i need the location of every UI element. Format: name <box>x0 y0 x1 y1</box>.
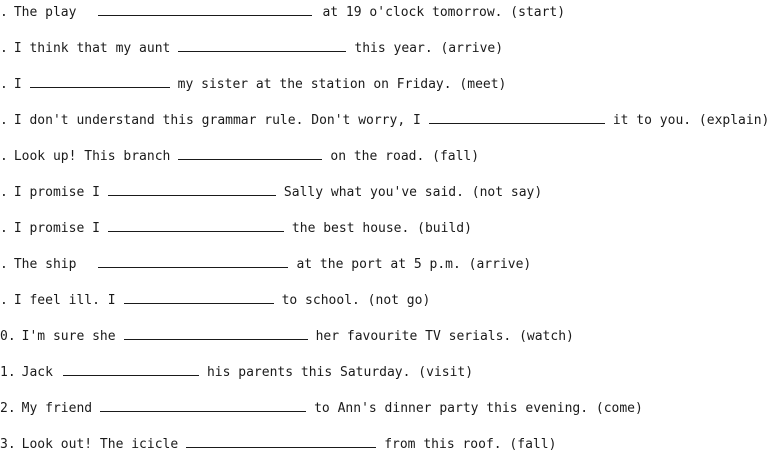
exercise-item-12 <box>0 399 643 417</box>
exercise-item-3 <box>0 75 506 93</box>
exercise-item-8 <box>0 255 531 273</box>
exercise-item-5 <box>0 147 479 165</box>
item-text-after: this year. (arrive) <box>354 41 504 56</box>
item-text-after: it to you. (explain) <box>612 113 770 128</box>
exercise-item-4 <box>0 111 769 129</box>
item-number: . <box>0 5 8 20</box>
item-text-before: I promise I <box>13 185 100 200</box>
answer-blank[interactable] <box>178 147 322 160</box>
exercise-item-13 <box>0 435 556 453</box>
item-text-before: I promise I <box>13 221 100 236</box>
answer-blank[interactable] <box>30 75 170 88</box>
item-text-before: I <box>13 77 22 92</box>
exercise-item-7 <box>0 219 472 237</box>
item-text-after: Sally what you've said. (not say) <box>283 185 543 200</box>
item-number: . <box>0 293 8 308</box>
item-number: . <box>0 41 8 56</box>
answer-blank[interactable] <box>98 255 288 268</box>
item-number: . <box>0 185 8 200</box>
answer-blank[interactable] <box>98 3 312 16</box>
item-text-after: from this roof. (fall) <box>384 437 557 452</box>
item-text-before: Look up! This branch <box>13 149 171 164</box>
exercise-item-9 <box>0 291 430 309</box>
exercise-item-10 <box>0 327 574 345</box>
item-text-after: at the port at 5 p.m. (arrive) <box>296 257 532 272</box>
exercise-item-11 <box>0 363 473 381</box>
answer-blank[interactable] <box>429 111 605 124</box>
item-number: . <box>0 113 8 128</box>
item-text-after: to school. (not go) <box>281 293 431 308</box>
item-text-after: his parents this Saturday. (visit) <box>206 365 474 380</box>
item-text-after: on the road. (fall) <box>330 149 480 164</box>
item-number: 2. <box>0 401 16 416</box>
item-text-before: I don't understand this grammar rule. Don't worry, I <box>13 113 421 128</box>
item-text-before: I'm sure she <box>21 329 116 344</box>
item-text-before: The ship <box>13 257 77 272</box>
exercise-item-1 <box>0 3 565 21</box>
item-text-after: to Ann's dinner party this evening. (come) <box>314 401 643 416</box>
item-number: . <box>0 149 8 164</box>
item-text-after: her favourite TV serials. (watch) <box>315 329 574 344</box>
item-number: 0. <box>0 329 16 344</box>
answer-blank[interactable] <box>100 399 306 412</box>
exercise-item-6 <box>0 183 542 201</box>
answer-blank[interactable] <box>178 39 346 52</box>
answer-blank[interactable] <box>186 435 376 448</box>
answer-blank[interactable] <box>124 291 274 304</box>
item-number: . <box>0 77 8 92</box>
item-text-before: My friend <box>21 401 93 416</box>
item-number: . <box>0 257 8 272</box>
item-text-before: Jack <box>21 365 53 380</box>
item-number: . <box>0 221 8 236</box>
item-text-after: my sister at the station on Friday. (meet) <box>177 77 507 92</box>
item-number: 3. <box>0 437 16 452</box>
exercise-item-2 <box>0 39 503 57</box>
item-text-after: the best house. (build) <box>291 221 472 236</box>
item-text-before: Look out! The icicle <box>21 437 179 452</box>
answer-blank[interactable] <box>124 327 308 340</box>
item-text-before: The play <box>13 5 77 20</box>
item-text-after: at 19 o'clock tomorrow. (start) <box>322 5 566 20</box>
answer-blank[interactable] <box>108 183 276 196</box>
item-text-before: I think that my aunt <box>13 41 171 56</box>
item-number: 1. <box>0 365 16 380</box>
answer-blank[interactable] <box>63 363 199 376</box>
item-text-before: I feel ill. I <box>13 293 116 308</box>
answer-blank[interactable] <box>108 219 284 232</box>
